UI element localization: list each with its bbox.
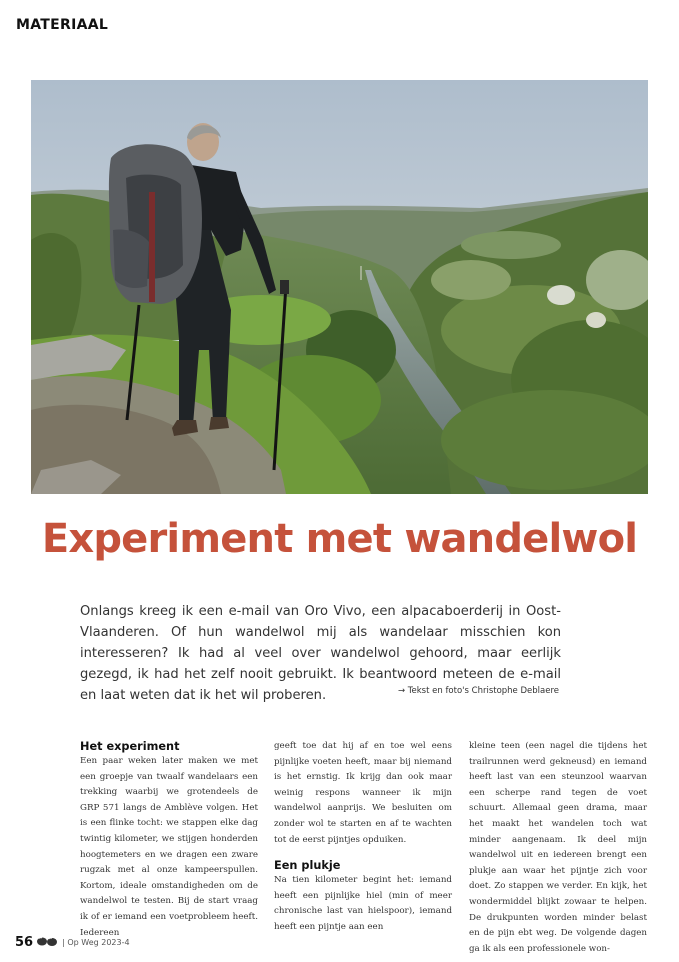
intro-paragraph: Onlangs kreeg ik een e-mail van Oro Vivo, een alpacaboerderij in Oost-Vlaanderen. Of hun wandelwol mij als wandelaar misschien kon interesseren? Ik had al veel over wandelwol gehoord, maar eerlijk gezegd, ik had het zelf nooit gebruikt. Ik beantwoord meteen de e-mail en laat weten dat ik het wil proberen. bbox=[80, 604, 561, 703]
hiker-landscape-photo bbox=[31, 80, 648, 494]
section-heading-een-plukje: Een plukje bbox=[274, 859, 341, 873]
column-3-text: kleine teen (een nagel die tijdens het trailrunnen werd gekneusd) en iemand heeft last van een steunzool waarvan een scherpe rand tegen de voet schuurt. Allemaal geen drama, maar het maakt het wandelen toch wat minder aangenaam. Ik deel mijn wandelwol uit en iedereen brengt een plukje aan waar het pijntje zich voor doet. Zo stappen we verder. En kijk, het wondermiddel blijkt zowaar te helpen. De drukpunten worden minder belast en de pijn ebt weg. De volgende dagen ga ik als een professionele won- bbox=[469, 741, 647, 954]
publication-info: | Op Weg 2023-4 bbox=[62, 938, 130, 947]
page-number: 56 bbox=[15, 935, 34, 950]
article-column-2 bbox=[274, 739, 452, 936]
column-2-text-bottom: Na tien kilometer begint het: iemand heeft een pijnlijke hiel (min of meer chronische last van hielspoor), iemand heeft een pijntje aan een bbox=[274, 875, 452, 932]
footprints-icon bbox=[36, 936, 58, 949]
article-title: Experiment met wandelwol bbox=[41, 516, 638, 562]
section-heading-het-experiment: Het experiment bbox=[80, 740, 180, 753]
page-footer bbox=[15, 935, 130, 950]
article-column-1 bbox=[80, 739, 258, 941]
column-2-text-top: geeft toe dat hij af en toe wel eens pijnlijke voeten heeft, maar bij niemand is het ernstig. Ik krijg dan ook maar weinig respons wanneer ik mijn wandelwol aanprijs. We besluiten om zonder wol te starten en af te wachten tot de eerst pijntjes opduiken. bbox=[274, 741, 452, 845]
article-column-3 bbox=[469, 739, 647, 957]
column-1-text: Een paar weken later maken we met een groepje van twaalf wandelaars een trekking waarbij we grotendeels de GRP 571 langs de Amblève volgen. Het is een flinke tocht: we stappen elke dag twintig kilometer, we stijgen honderden hoogtemeters en we dragen een zware rugzak met al onze kampeerspullen. Kortom, ideale omstandigheden om de wandelwol te testen. Bij de start vraag ik of er iemand een voetprobleem heeft. Iedereen bbox=[80, 756, 258, 938]
section-label: MATERIAAL bbox=[16, 17, 109, 33]
author-credit: → Tekst en foto's Christophe Deblaere bbox=[397, 686, 559, 696]
